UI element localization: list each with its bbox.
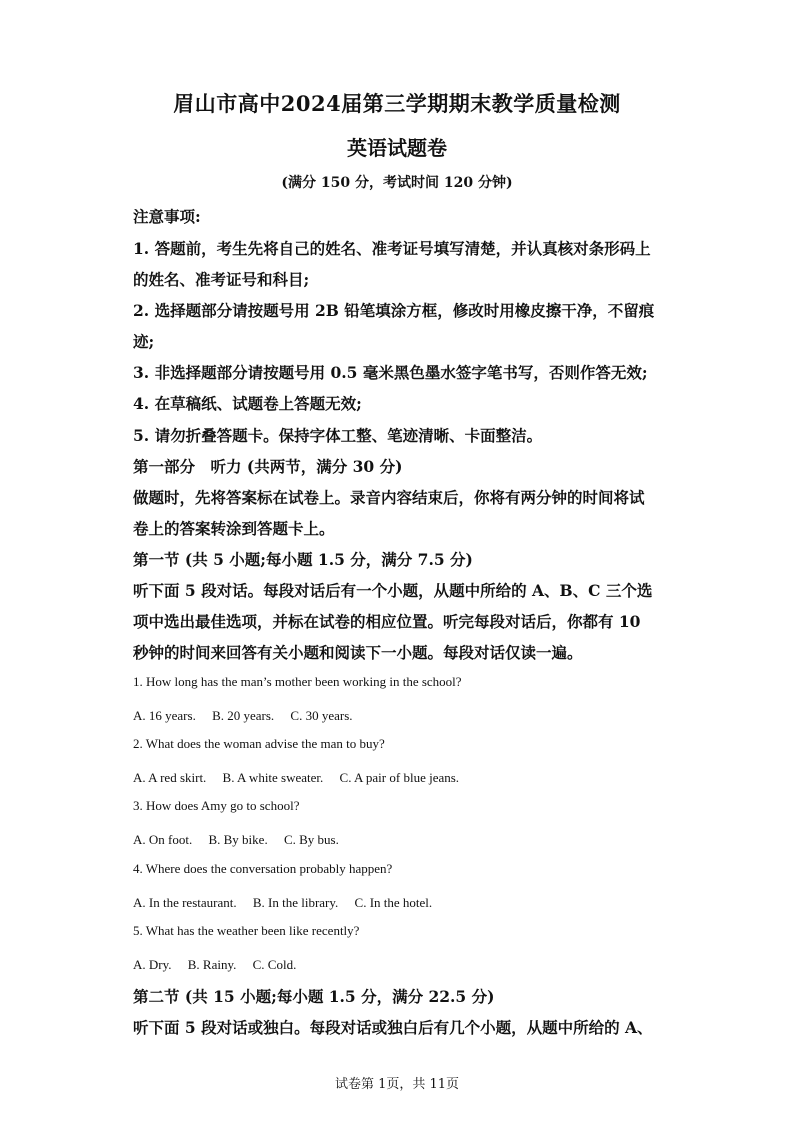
question-options: A. On foot. B. By bike. C. By bus. — [133, 832, 339, 847]
question-text: 2. What does the woman advise the man to buy? — [133, 736, 385, 751]
question-text: 5. What has the weather been like recently? — [133, 923, 360, 938]
question-options: A. Dry. B. Rainy. C. Cold. — [133, 957, 297, 972]
exam-info: (满分 150 分，考试时间 120 分钟) — [281, 175, 513, 191]
notice-line: 3. 非选择题部分请按题号用 0.5 毫米黑色墨水签字笔书写，否则作答无效; — [133, 363, 648, 382]
question-text: 4. Where does the conversation probably happen? — [133, 861, 393, 876]
section2-instruction: 听下面 5 段对话或独白。每段对话或独白后有几个小题，从题中所给的 A、 — [133, 1018, 653, 1037]
question-options: A. 16 years. B. 20 years. C. 30 years. — [133, 708, 353, 723]
part1-heading: 第一部分 听力 (共两节，满分 30 分) — [133, 457, 403, 476]
notice-line: 4. 在草稿纸、试题卷上答题无效; — [133, 394, 362, 413]
section1-instruction: 秒钟的时间来回答有关小题和阅读下一小题。每段对话仅读一遍。 — [133, 643, 583, 662]
notice-line: 2. 选择题部分请按题号用 2B 铅笔填涂方框，修改时用橡皮擦干净，不留痕 — [133, 301, 655, 320]
section1-instruction: 项中选出最佳选项，并标在试卷的相应位置。听完每段对话后，你都有 10 — [133, 612, 641, 631]
part1-instruction: 卷上的答案转涂到答题卡上。 — [133, 519, 335, 538]
question-options: A. A red skirt. B. A white sweater. C. A pair of blue jeans. — [133, 770, 460, 785]
notice-heading: 注意事项: — [133, 207, 201, 226]
page-footer: 试卷第 1页，共 11页 — [334, 1077, 460, 1092]
question-options: A. In the restaurant. B. In the library. C. In the hotel. — [133, 895, 433, 910]
exam-title: 眉山市高中2024届第三学期期末教学质量检测 — [173, 91, 621, 116]
section1-instruction: 听下面 5 段对话。每段对话后有一个小题，从题中所给的 A、B、C 三个选 — [133, 581, 653, 600]
exam-subtitle: 英语试题卷 — [347, 136, 447, 160]
question-text: 3. How does Amy go to school? — [133, 798, 300, 813]
notice-line: 5. 请勿折叠答题卡。保持字体工整、笔迹清晰、卡面整洁。 — [133, 426, 543, 445]
notice-line: 的姓名、准考证号和科目; — [133, 270, 310, 289]
part1-instruction: 做题时，先将答案标在试卷上。录音内容结束后，你将有两分钟的时间将试 — [133, 488, 645, 507]
question-text: 1. How long has the man’s mother been working in the school? — [133, 674, 462, 689]
notice-line: 迹; — [133, 332, 155, 351]
notice-line: 1. 答题前，考生先将自己的姓名、准考证号填写清楚，并认真核对条形码上 — [133, 239, 651, 258]
section2-heading: 第二节 (共 15 小题;每小题 1.5 分，满分 22.5 分) — [133, 987, 495, 1006]
section1-heading: 第一节 (共 5 小题;每小题 1.5 分，满分 7.5 分) — [133, 550, 473, 569]
